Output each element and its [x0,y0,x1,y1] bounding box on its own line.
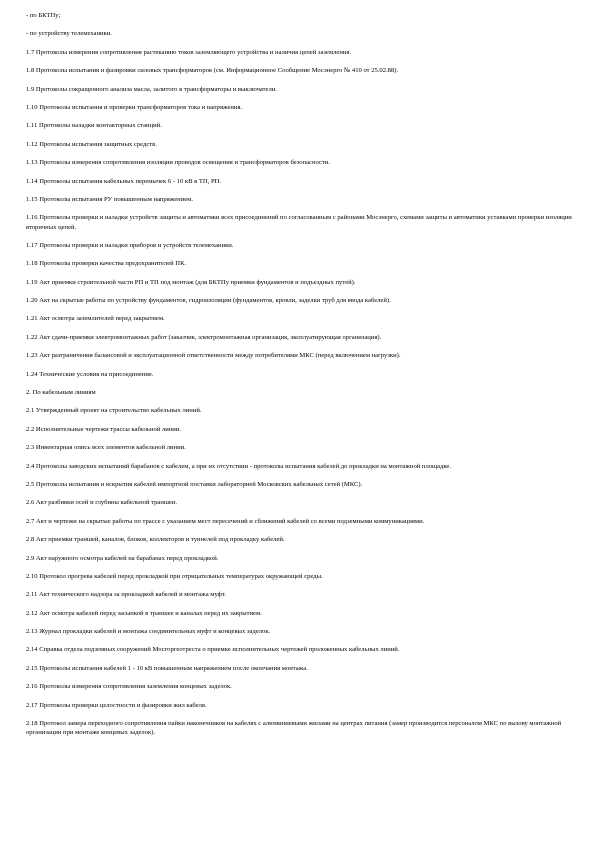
doc-paragraph-2-7: 2.7 Акт и чертежи на скрытые работы по трассе с указанием мест пересечений и сближений кабелей со всеми подземными коммуникациями. [26,517,425,525]
doc-paragraph-2-9: 2.9 Акт наружного осмотра кабелей на барабанах перед прокладкой. [26,554,219,562]
doc-paragraph-1-21: 1.21 Акт осмотра заземлителей перед закрытием. [26,315,165,323]
doc-paragraph-1-14: 1.14 Протоколы испытания кабельных перемычек 6 - 10 кВ в ТП, РП. [26,177,222,185]
doc-paragraph-2-17: 2.17 Протоколы проверки целостности и фазировки жил кабеля. [26,701,207,709]
doc-paragraph-2-4: 2.4 Протоколы заводских испытаний барабанов с кабелем, а при их отсутствии - протоколы испытания кабелей до прокладки на монтажной площадке. [26,462,452,470]
doc-paragraph-2-2: 2.2 Исполнительные чертежи трассы кабельной линии. [26,425,181,433]
doc-paragraph-2-18: 2.18 Протокол замера переходного сопротивления пайки наконечников на кабелях с алюминиевыми жилами на центрах питания (замер производится персоналом МКС по вызову монтажной организации при монтаже концевых заделок). [26,720,562,737]
doc-paragraph-1-13: 1.13 Протоколы измерения сопротивления изоляции проводов освещения и трансформаторов безопасности. [26,159,330,167]
doc-paragraph-1-7: 1.7 Протоколы измерения сопротивления растеканию токов заземляющего устройства и наличия цепей заземления. [26,48,352,56]
doc-paragraph-1-20: 1.20 Акт на скрытые работы по устройству фундаментов, гидроизоляции (фундаментов, кровли, заделки труб для ввода кабелей). [26,297,391,305]
doc-paragraph-2-13: 2.13 Журнал прокладки кабелей и монтажа соединительных муфт и концевых заделок. [26,628,271,636]
doc-paragraph-2-10: 2.10 Протокол прогрева кабелей перед прокладкой при отрицательных температурах окружающей среды. [26,572,323,580]
doc-paragraph-1-22: 1.22 Акт сдачи-приемки электромонтажных работ (заказчик, электромонтажная организация, эксплуатирующая организация). [26,333,382,341]
doc-paragraph-1-17: 1.17 Протоколы проверки и наладки приборов и устройств телемеханики. [26,241,234,249]
doc-paragraph-2-8: 2.8 Акт приемки траншей, каналов, блоков, коллекторов и туннелей под прокладку кабелей. [26,536,285,544]
doc-paragraph-1-19: 1.19 Акт приемки строительной части РП и ТП под монтаж (для БКТПу приемки фундаментов и подъездных путей). [26,278,356,286]
doc-paragraph-1-11: 1.11 Протоколы наладки контакторных станций. [26,122,162,130]
doc-paragraph-1-15: 1.15 Протоколы испытания РУ повышенным напряжением. [26,195,193,203]
doc-paragraph-1-9: 1.9 Протоколы сокращенного анализа масла, залитого в трансформаторы и выключатели. [26,85,277,93]
doc-paragraph-2-15: 2.15 Протоколы испытания кабелей 1 - 10 кВ повышенным напряжением после окончания монтажа. [26,664,308,672]
doc-paragraph-2-12: 2.12 Акт осмотра кабелей перед засыпкой в траншее и каналах перед их закрытием. [26,609,262,617]
doc-paragraph-1-18: 1.18 Протоколы проверки качества предохранителей ПК. [26,260,187,268]
doc-paragraph-1-24: 1.24 Технические условия на присоединение. [26,370,154,378]
doc-paragraph-2-16: 2.16 Протоколы измерения сопротивления заземления концевых заделок. [26,683,232,691]
document-page [26,11,574,747]
doc-paragraph-1-12: 1.12 Протоколы испытания защитных средств. [26,140,157,148]
doc-paragraph-bullet-telemechanics: - по устройству телемеханики. [26,30,112,38]
doc-paragraph-2-11: 2.11 Акт технического надзора за прокладкой кабелей и монтажа муфт. [26,591,226,599]
doc-paragraph-2-5: 2.5 Протоколы испытания и вскрытия кабелей импортной поставки лабораторией Московских кабельных сетей (МКС). [26,480,363,488]
doc-paragraph-1-16: 1.16 Протоколы проверки и наладки устройств защиты и автоматики всех присоединений по согласованным с районами Мосэнерго, схемами защиты и автоматики уставками проверки изоляции вторичных цепей. [26,214,572,231]
doc-paragraph-bullet-bktpu: - по БКТПу; [26,12,61,19]
doc-paragraph-2-6: 2.6 Акт разбивки осей и глубины кабельной траншеи. [26,499,178,507]
doc-paragraph-1-10: 1.10 Протоколы испытания и проверки трансформаторов тока и напряжения. [26,103,243,111]
section-heading-cable-lines: 2. По кабельным линиям [26,389,96,397]
doc-paragraph-1-8: 1.8 Протоколы испытания и фазировки силовых трансформаторов (см. Информационное Сообщение Мосэнерго № 410 от 25.02.88). [26,67,399,75]
doc-paragraph-2-1: 2.1 Утвержденный проект на строительство кабельных линий. [26,407,202,415]
doc-paragraph-2-14: 2.14 Справка отдела подземных сооружений Мосгоргеотреста о приемке исполнительных чертежей проложенных кабельных линий. [26,646,400,654]
doc-paragraph-1-23: 1.23 Акт разграничения балансовой и эксплуатационной ответственности между потребителями МКС (перед включением нагрузки). [26,352,401,360]
doc-paragraph-2-3: 2.3 Инвентарная опись всех элементов кабельной линии. [26,444,186,452]
